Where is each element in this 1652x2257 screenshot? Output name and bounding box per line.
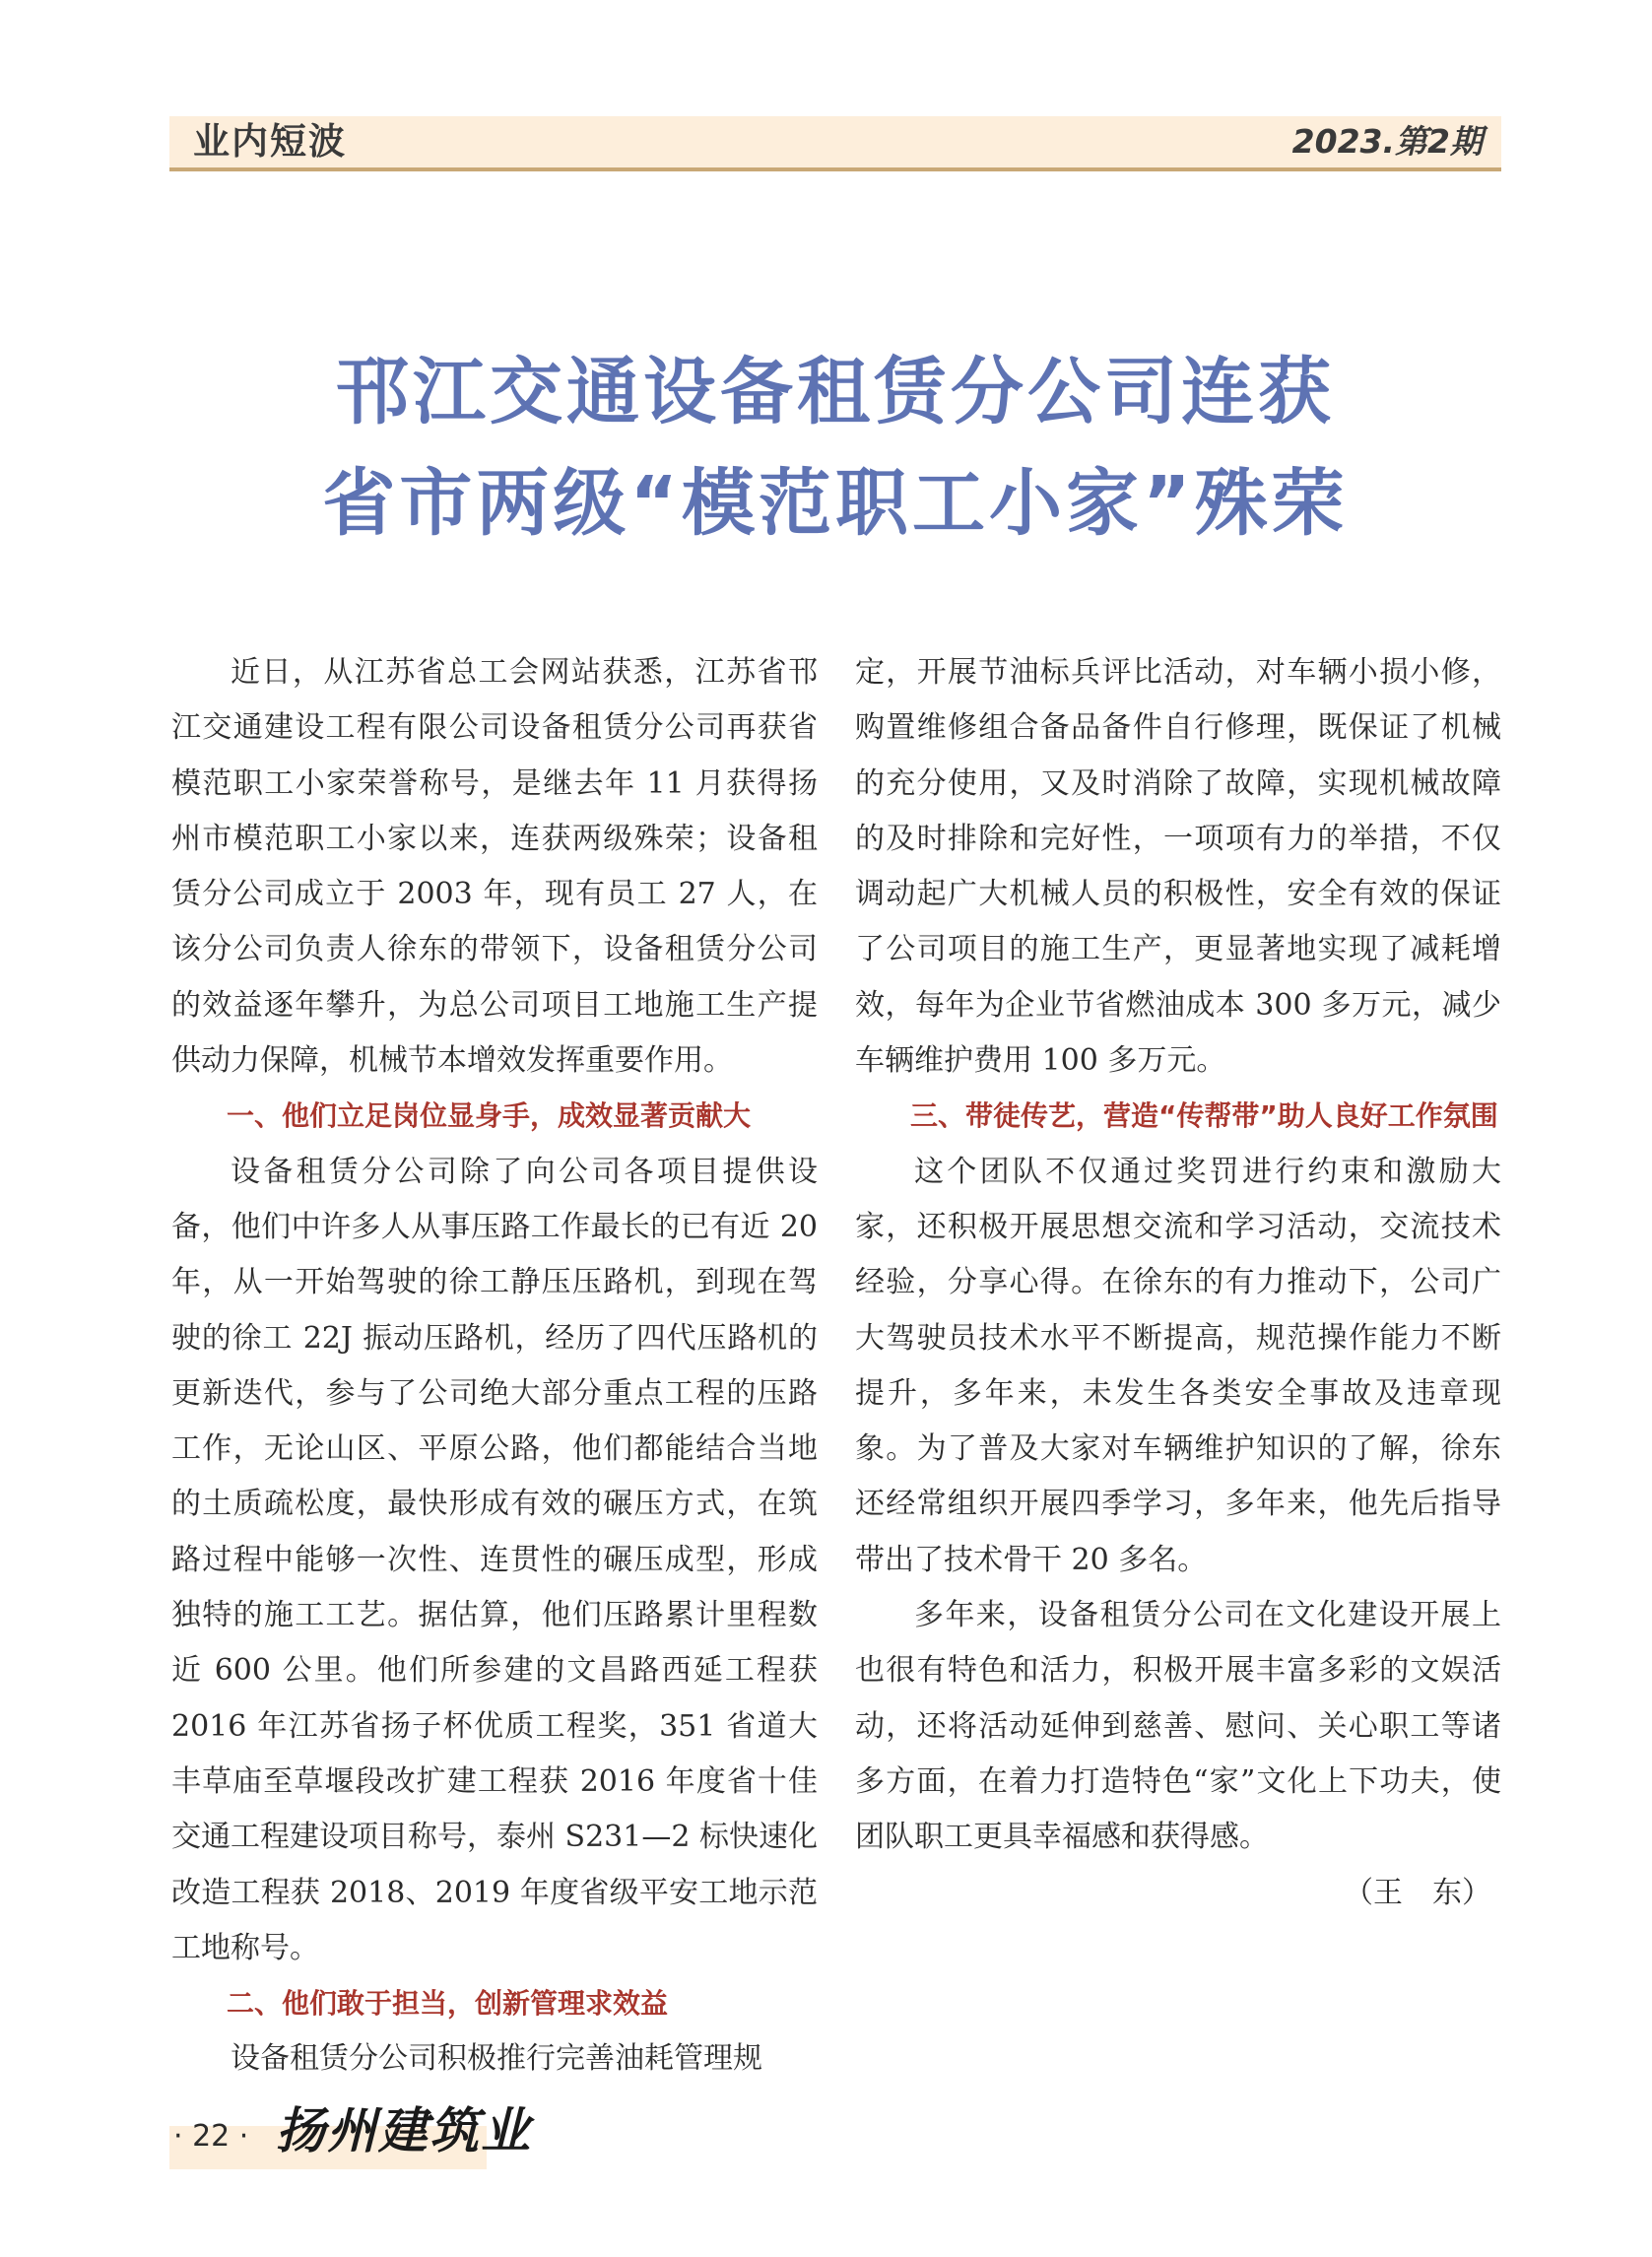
title-line-2: 省市两级“模范职工小家”殊荣	[322, 461, 1349, 546]
page-number: · 22 ·	[173, 2119, 249, 2154]
issue-number: 2023.第2期	[1291, 122, 1483, 161]
section-1-paragraph: 设备租赁分公司除了向公司各项目提供设备，他们中许多人从事压路工作最长的已有近 20 年，从一开始驾驶的徐工静压压路机，到现在驾驶的徐工 22J 振动压路机，经历了四代压路机的更新迭代，参与了公司绝大部分重点工程的压路工作，无论山区、平原公路，他们都能结合当地的土质疏松度，最快形成有效的碾压方式，在筑路过程中能够一次性、连贯性的碾压成型，形成独特的施工工艺。据估算，他们压路累计里程数近 600 公里。他们所参建的文昌路西延工程获 2016 年江苏省扬子杯优质工程奖，351 省道大丰草庙至草堰段改扩建工程获 2016 年度省十佳交通工程建设项目称号，泰州 S231—2 标快速化改造工程获 2018、2019 年度省级平安工地示范工地称号。	[171, 1154, 818, 1965]
author-byline: （王 东）	[1344, 1875, 1491, 1910]
closing-paragraph: 多年来，设备租赁分公司在文化建设开展上也很有特色和活力，积极开展丰富多彩的文娱活动，还将活动延伸到慈善、慰问、关心职工等诸多方面，在着力打造特色“家”文化上下功夫，使团队职工更具幸福感和获得感。	[855, 1598, 1501, 1855]
article-title	[169, 337, 1501, 560]
left-column	[171, 645, 818, 2088]
title-line-1: 邗江交通设备租赁分公司连获	[336, 350, 1335, 434]
right-column	[855, 645, 1501, 1921]
section-3-paragraph: 这个团队不仅通过奖罚进行约束和激励大家，还积极开展思想交流和学习活动，交流技术经验，分享心得。在徐东的有力推动下，公司广大驾驶员技术水平不断提高，规范操作能力不断提升，多年来，未发生各类安全事故及违章现象。为了普及大家对车辆维护知识的了解，徐东还经常组织开展四季学习，多年来，他先后指导带出了技术骨干 20 多名。	[855, 1154, 1501, 1577]
section-heading-2: 二、他们敢于担当，创新管理求效益	[227, 1987, 669, 2021]
section-heading-1: 一、他们立足岗位显身手，成效显著贡献大	[227, 1099, 752, 1133]
section-2-paragraph-start: 设备租赁分公司积极推行完善油耗管理规	[231, 2041, 762, 2077]
magazine-logo: 扬州建筑业	[276, 2101, 532, 2159]
section-name: 业内短波	[193, 120, 347, 163]
intro-paragraph: 近日，从江苏省总工会网站获悉，江苏省邗江交通建设工程有限公司设备租赁分公司再获省模范职工小家荣誉称号，是继去年 11 月获得扬州市模范职工小家以来，连获两级殊荣；设备租赁分公司成立于 2003 年，现有员工 27 人，在该分公司负责人徐东的带领下，设备租赁分公司的效益逐年攀升，为总公司项目工地施工生产提供动力保障，机械节本增效发挥重要作用。	[171, 655, 818, 1079]
header-rule	[169, 167, 1501, 171]
section-heading-3: 三、带徒传艺，营造“传帮带”助人良好工作氛围	[910, 1099, 1498, 1133]
section-2-paragraph-continued: 定，开展节油标兵评比活动，对车辆小损小修，购置维修组合备品备件自行修理，既保证了机械的充分使用，又及时消除了故障，实现机械故障的及时排除和完好性，一项项有力的举措，不仅调动起广大机械人员的积极性，安全有效的保证了公司项目的施工生产，更显著地实现了减耗增效，每年为企业节省燃油成本 300 多万元，减少车辆维护费用 100 多万元。	[855, 655, 1501, 1079]
